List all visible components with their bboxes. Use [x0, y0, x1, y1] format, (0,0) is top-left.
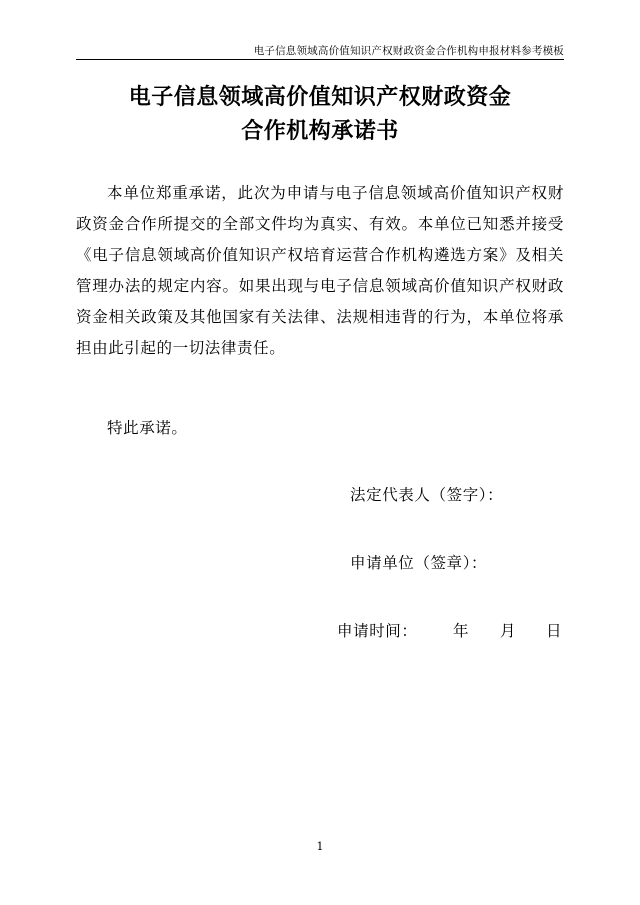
- date-day-label: 日: [546, 622, 563, 640]
- legal-representative-signature-label: 法定代表人（签字）：: [350, 486, 504, 504]
- applicant-unit-seal-label: 申请单位（签章）：: [350, 554, 488, 572]
- application-date-label: 申请时间：: [337, 622, 418, 640]
- title-line-2: 合作机构承诺书: [241, 118, 399, 144]
- page-number: 1: [316, 840, 324, 853]
- document-title: [76, 80, 564, 148]
- commitment-paragraph: 本单位郑重承诺，此次为申请与电子信息领域高价值知识产权财政资金合作所提交的全部文件均为真实、有效。本单位已知悉并接受《电子信息领域高价值知识产权培育运营合作机构遴选方案》及相关管理办法的规定内容。如果出现与电子信息领域高价值知识产权财政资金相关政策及其他国家有关法律、法规相违背的行为，本单位将承担由此引起的一切法律责任。: [76, 184, 564, 357]
- date-month-label: 月: [500, 622, 517, 640]
- date-year-label: 年: [453, 622, 470, 640]
- title-line-1: 电子信息领域高价值知识产权财政资金: [128, 84, 512, 110]
- application-date-line: [337, 619, 563, 641]
- header-divider: [76, 59, 564, 60]
- running-header: 电子信息领域高价值知识产权财政资金合作机构申报材料参考模板: [253, 45, 564, 57]
- closing-statement: 特此承诺。: [107, 419, 188, 437]
